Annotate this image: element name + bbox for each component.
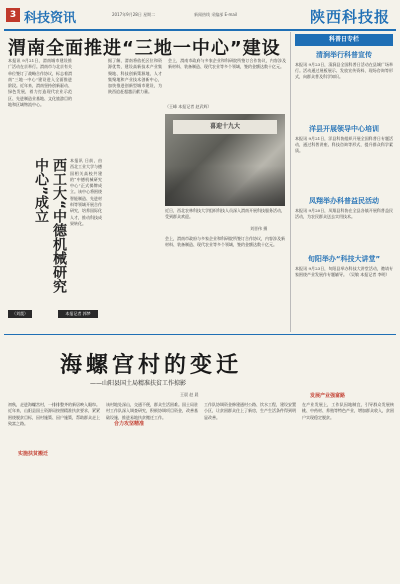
lead-headline: 渭南全面推进“三地一中心”建设 <box>8 38 281 59</box>
feature-column-1: 初秋，走进海螺宫村，一排排整齐的新居映入眼帘。近年来，山阳县国土资源局按照精准扶贫要求，紧紧围绕脱贫目标，因村施策、因户施策，帮助群众走上致富之路。 <box>8 402 100 426</box>
lead-column-2: 本报讯 日前，由西北工业大学与德国相关高校共建的“中德机械研究中心”正式揭牌成立。该中心将围绕智能制造、先进材料等领域开展合作研究，培养国际化人才，推动科技成果转化。 <box>70 158 102 226</box>
photo-crowd <box>165 166 285 206</box>
lead-column-1: 本报讯 9月21日，渭南城市建设推广活动在京举行。渭南市与北京有关单位签订了战略合作协议，标志着渭南“三地一中心”建设进入全面推进阶段。近年来，渭南坚持创新驱动、绿色发展，着力打造现代农业示范区、先进制造业基地、文化旅游目的地和区域物流中心。 <box>8 58 72 108</box>
feature-subhead: 合力攻坚精准 <box>114 421 145 427</box>
sidebar-column <box>290 32 397 332</box>
sidebar-article-body: 本报讯 9月20日，凤翔县科协在全县各镇开展科普益民活动，为农民群众送去实用技术。 <box>295 208 393 219</box>
sidebar-article-body: 本报讯 9月23日，旬阳县举办科技大讲堂活动，邀请专家围绕产业发展作专题辅导。（吴敏 本报记者 李明） <box>295 266 393 277</box>
feature-column-2: 该村地处深山，交通不便，群众生活困难。国土局驻村工作队深入调查研究，积极协调项目资金，改善基础设施，推进易地扶贫搬迁工作。 <box>106 402 198 420</box>
sidebar-header: 科普日专栏 <box>295 34 393 46</box>
masthead: 陕西科技报 <box>309 8 390 26</box>
news-photo <box>165 114 285 206</box>
issue-date: 2017年9月28日 星期二 <box>112 12 156 17</box>
page-number: 3 <box>6 8 20 22</box>
feature-subhead: 发展产业强富路 <box>310 393 346 399</box>
contact-info: 新闻热线 采编部 E-mail <box>194 12 238 17</box>
lead-column-5: 会上，渭南市政府与多家企业和科研院所签订合作协议，内容涉及新材料、装备制造、现代农业等多个领域，签约金额达数十亿元。 <box>165 236 285 248</box>
byline-tag: （刘震） <box>8 310 32 318</box>
sub-headline-vertical: 西工大“中德机械研究中心”成立 <box>33 158 67 294</box>
sidebar-article-title: 凤翔举办科普益民活动 <box>309 197 379 205</box>
sidebar-article-title: 洋县开展领导中心培训 <box>309 125 379 133</box>
caption-credit: 刘晋伟 摄 <box>250 226 268 231</box>
photo-sign: 喜迎十九大 <box>173 120 277 134</box>
feature-subhead: 实施扶贫搬迁 <box>18 451 49 457</box>
lead-column-3: 据了解，渭南将依托区位和资源优势，建设高新技术产业集聚地、科技创新策源地、人才集聚地和产业技术创新中心，加快推进创新型城市建设，为陕西追赶超越贡献力量。 <box>108 58 162 95</box>
photo-credit: （王峰 本报记者 赵武辉） <box>165 104 212 109</box>
feature-column-3: 工作队协调资金修建通村公路、饮水工程，建设安置小区，让贫困群众住上了新房，生产生活条件得到明显改善。 <box>204 402 296 420</box>
page-header <box>4 3 396 31</box>
sidebar-article-body: 本报讯 9月23日，清涧县全国科普日活动在县城广场举行。活动通过展板展示、发放宣传资料、现场咨询等形式，向群众普及科学知识。 <box>295 62 393 79</box>
feature-headline: 海螺宫村的变迁 <box>60 353 243 378</box>
feature-author: 王晨 赵 晨 <box>180 392 199 397</box>
section-title: 科技资讯 <box>24 11 77 26</box>
feature-column-4: 在产业发展上，工作队因地制宜，引导群众发展核桃、中药材、养殖等特色产业，增加群众收入，贫困户实现稳定脱贫。 <box>302 402 394 420</box>
byline-tag-2: 本报记者 郭梦 <box>58 310 98 318</box>
sidebar-article-body: 本报讯 9月21日，洋县科协组织开展全国科普日专题活动，通过科普讲座、科技咨询等形式，提升群众科学素质。 <box>295 136 393 153</box>
section-divider <box>4 334 396 335</box>
sidebar-article-title: 清涧举行科普宣传 <box>316 51 372 59</box>
photo-caption: 近日，西北农林科技大学组织科技人员深入渭南开展科技服务活动，受到群众欢迎。 <box>165 208 285 219</box>
lead-column-4: 会上，渭南市政府与多家企业和科研院所签订合作协议，内容涉及新材料、装备制造、现代农业等多个领域，签约金额达数十亿元。 <box>168 58 286 70</box>
sidebar-article-title: 旬阳举办“科技大讲堂” <box>307 255 381 263</box>
feature-subtitle: ——山阳县国土局精准扶贫工作掠影 <box>90 380 187 387</box>
